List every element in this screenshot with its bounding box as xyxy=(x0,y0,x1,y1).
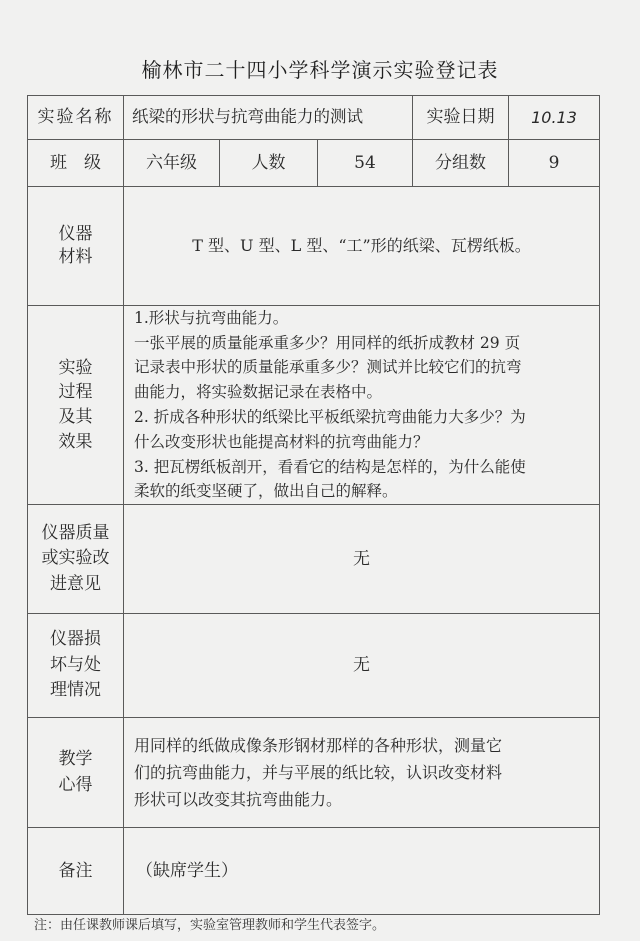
remarks-label: 备注 xyxy=(27,827,124,915)
process-label: 实验过程及其效果 xyxy=(27,305,124,505)
experiment-date-value xyxy=(508,95,600,140)
process-line: 2. 折成各种形状的纸梁比平板纸梁抗弯曲能力大多少？为 xyxy=(134,408,526,426)
damage-label: 仪器损坏与处理情况 xyxy=(27,613,124,718)
process-line: 什么改变形状也能提高材料的抗弯曲能力？ xyxy=(134,432,429,451)
teaching-content xyxy=(123,717,600,828)
process-lines xyxy=(134,306,526,504)
materials-label: 仪器材料 xyxy=(27,186,124,306)
damage-value: 无 xyxy=(123,613,600,718)
experiment-date-label: 实验日期 xyxy=(412,95,509,140)
class-label: 班 级 xyxy=(27,139,124,187)
process-line: 1.形状与抗弯曲能力。 xyxy=(134,308,289,327)
teaching-line: 们的抗弯曲能力，并与平展的纸比较，认识改变材料 xyxy=(134,762,503,782)
process-content xyxy=(123,305,600,505)
process-line: 柔软的纸变坚硬了，做出自己的解释。 xyxy=(134,482,398,501)
teaching-line: 用同样的纸做成像条形钢材那样的各种形状，测量它 xyxy=(134,735,503,755)
student-count-label: 人数 xyxy=(219,139,318,187)
student-count-value: 54 xyxy=(317,139,413,187)
handwritten-date: 10.13 xyxy=(531,107,577,127)
experiment-name-label: 实验名称 xyxy=(27,95,124,140)
process-line: 曲能力，将实验数据记录在表格中。 xyxy=(134,383,383,402)
process-line: 记录表中形状的质量能承重多少？测试并比较它们的抗弯 xyxy=(134,358,522,377)
remarks-value: （缺席学生） xyxy=(123,827,600,915)
form-title: 榆林市二十四小学科学演示实验登记表 xyxy=(141,58,499,82)
class-value: 六年级 xyxy=(123,139,220,187)
footnote: 注：由任课教师课后填写，实验室管理教师和学生代表签字。 xyxy=(34,918,386,933)
quality-value: 无 xyxy=(123,504,600,614)
group-count-label: 分组数 xyxy=(412,139,509,187)
materials-value: T 型、U 型、L 型、“工”形的纸梁、瓦楞纸板。 xyxy=(123,186,600,306)
teaching-label: 教学心得 xyxy=(27,717,124,828)
teaching-line: 形状可以改变其抗弯曲能力。 xyxy=(134,790,343,810)
experiment-name-value: 纸梁的形状与抗弯曲能力的测试 xyxy=(123,95,413,140)
process-line: 3. 把瓦楞纸板剖开，看看它的结构是怎样的，为什么能使 xyxy=(134,457,526,476)
group-count-value: 9 xyxy=(508,139,600,187)
teaching-lines xyxy=(134,732,502,814)
quality-label: 仪器质量或实验改进意见 xyxy=(27,504,124,614)
process-line: 一张平展的质量能承重多少？用同样的纸折成教材 29 页 xyxy=(134,333,521,352)
